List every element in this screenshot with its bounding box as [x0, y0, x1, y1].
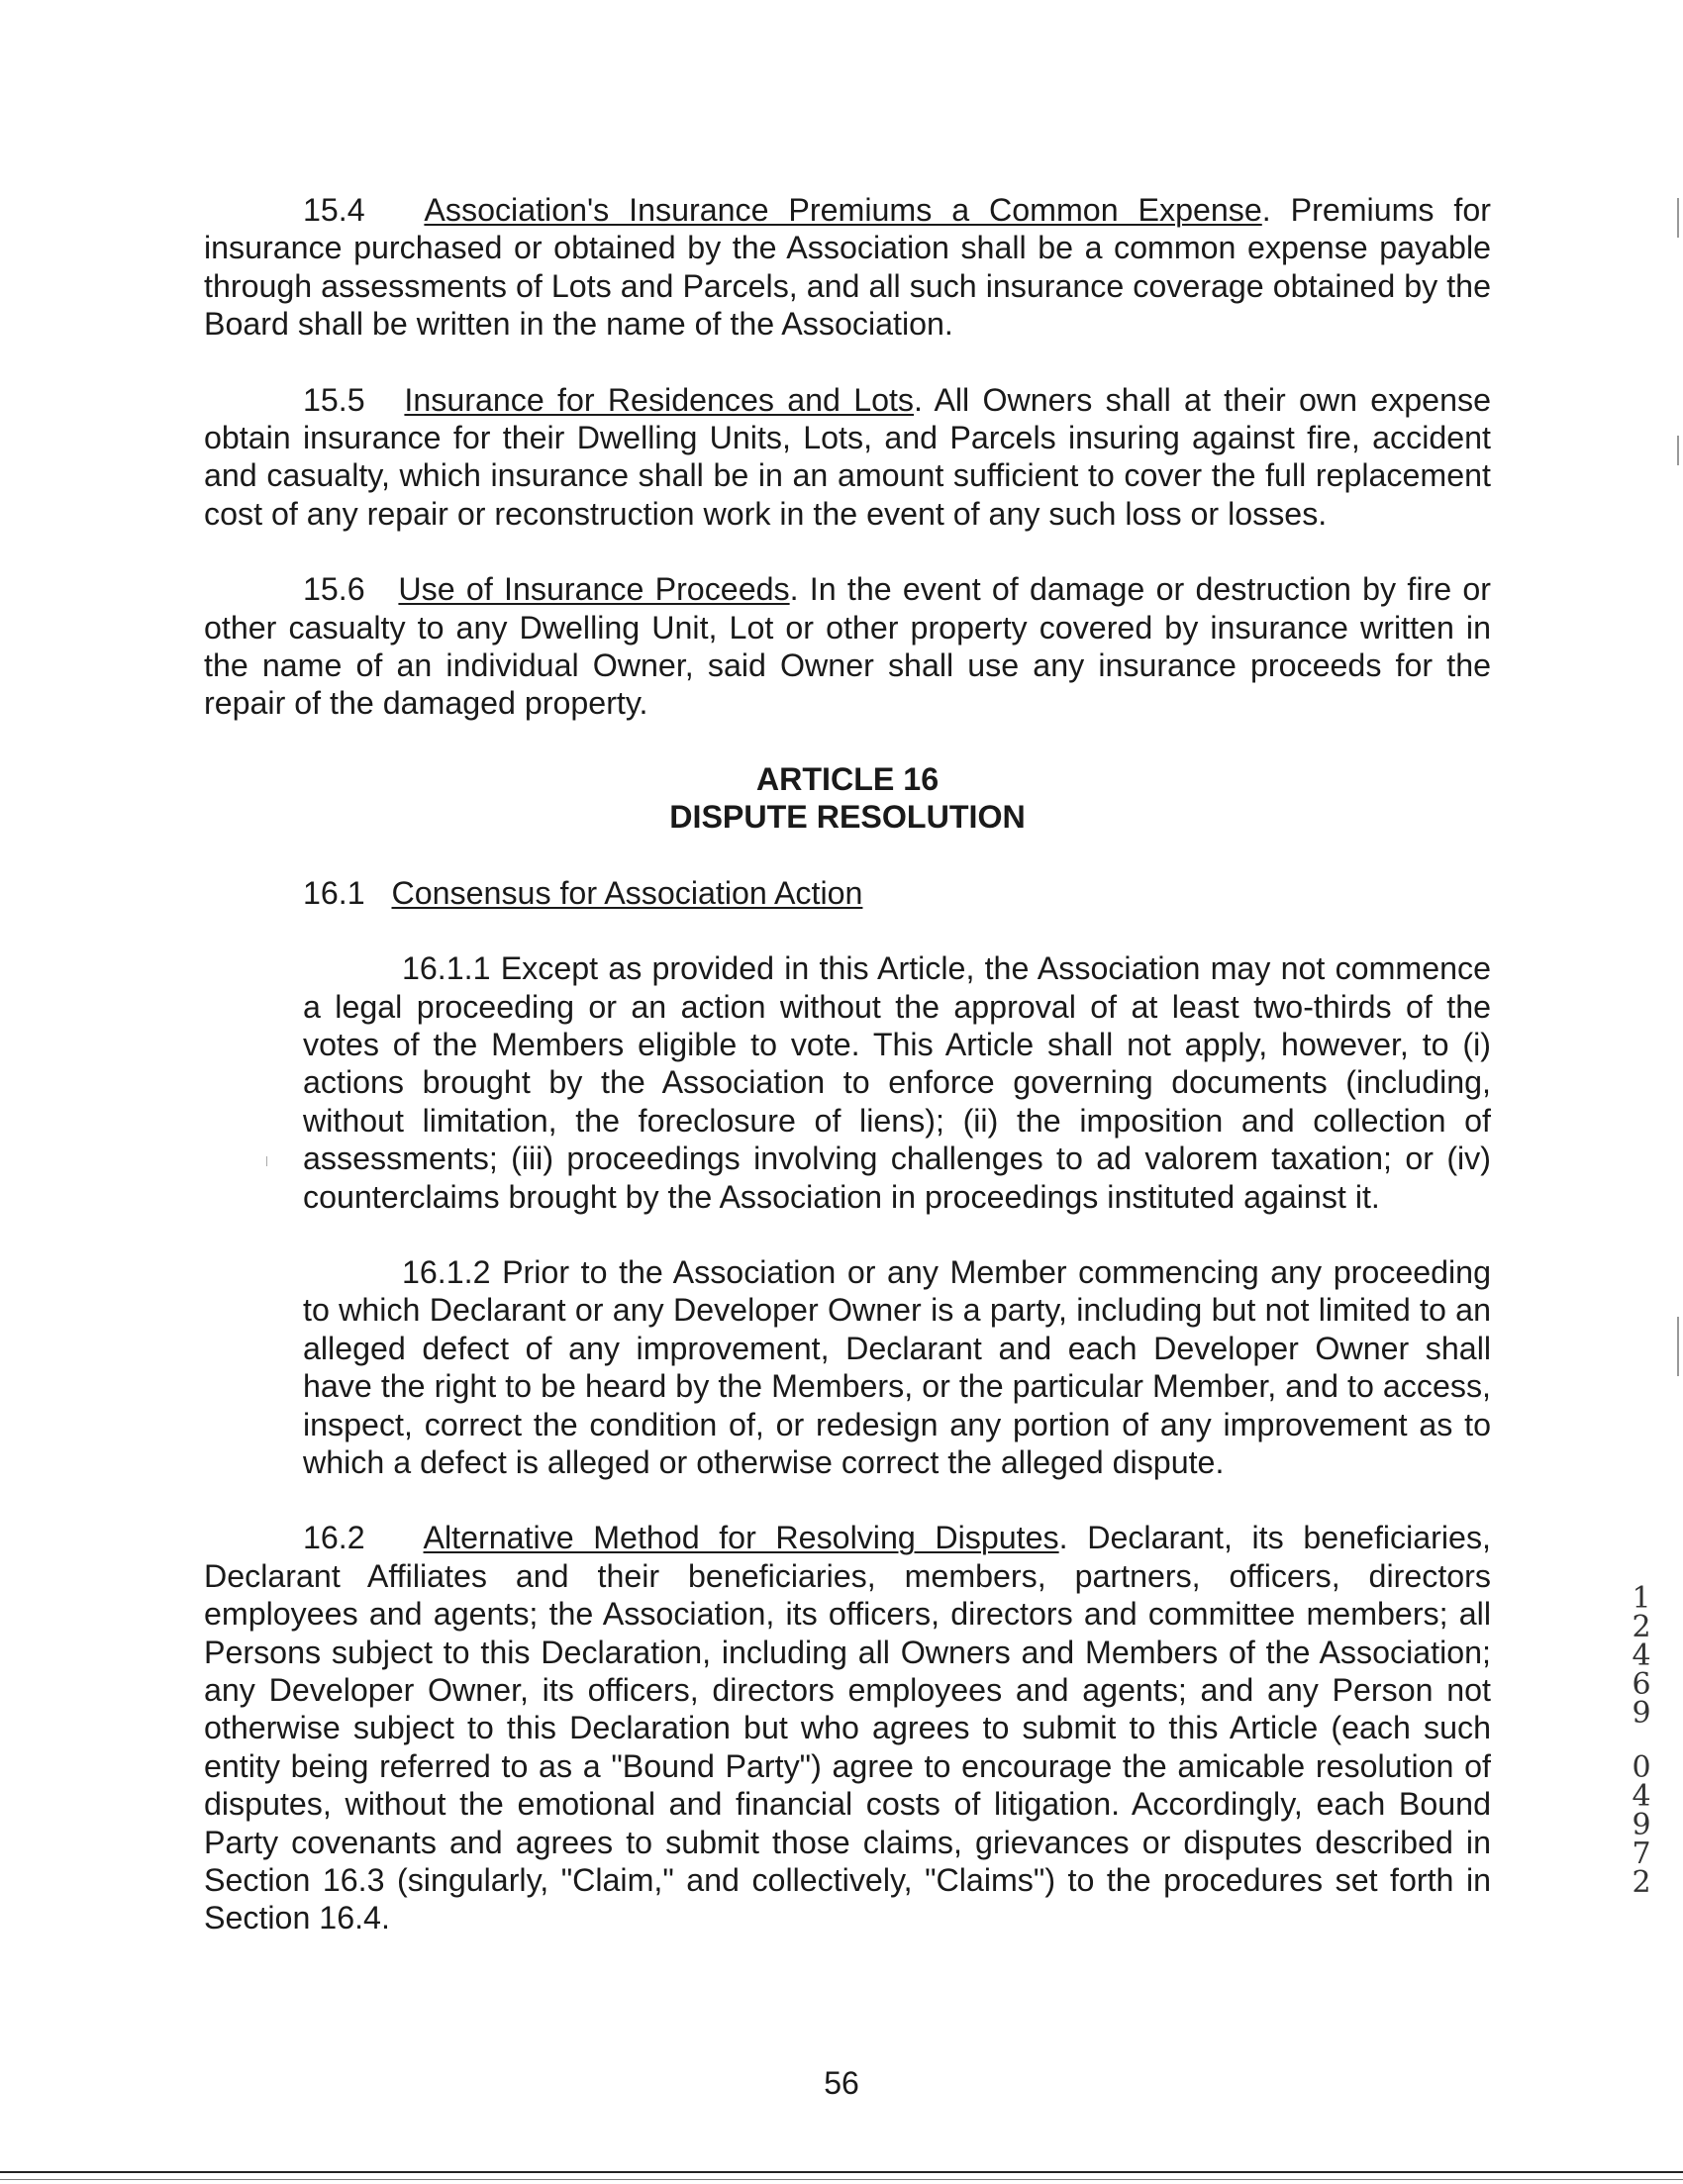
- article-number: ARTICLE 16: [755, 760, 940, 797]
- section-16-2: [204, 1519, 1491, 1936]
- section-body: . All Owners shall at their own expense obtain insurance for their Dwelling Units, Lots, and Parcels insuring against fire, accident and casualty, which insurance shall be in an amount sufficient to cover the full replacement cost of any repair or reconstruction work in the event of any such loss or losses.: [204, 381, 1491, 532]
- section-number: 16.2: [303, 1520, 365, 1556]
- section-number: 15.6: [303, 571, 365, 608]
- recording-stamp: [1627, 1581, 1656, 1900]
- stamp-digit: 2: [1632, 1610, 1651, 1644]
- bottom-rule: [0, 2171, 1683, 2173]
- stamp-digit: 4: [1632, 1779, 1651, 1814]
- section-15-6: [204, 570, 1491, 723]
- scan-edge-mark: [1677, 198, 1679, 238]
- stamp-digit: 9: [1632, 1808, 1651, 1842]
- section-title: Insurance for Residences and Lots: [404, 381, 915, 418]
- section-title: Use of Insurance Proceeds: [398, 571, 790, 608]
- scan-edge-mark: [1677, 436, 1679, 465]
- scan-speck: [266, 1156, 267, 1166]
- section-body: . In the event of damage or destruction by fire or other casualty to any Dwelling Unit, Lot or other property covered by insurance written in the name of an individual Owner, said Owner shall use any insurance proceeds for the repair of the damaged property.: [204, 571, 1491, 722]
- section-16-1-2: 16.1.2 Prior to the Association or any Member commencing any proceeding to which Declarant or any Developer Owner is a party, including but not limited to an alleged defect of any improvement, Declarant and each Developer Owner shall have the right to be heard by the Members, or the particular Member, and to access, inspect, correct the condition of, or redesign any portion of any improvement as to which a defect is alleged or otherwise correct the alleged dispute.: [303, 1253, 1491, 1480]
- section-title: Association's Insurance Premiums a Common Expense: [424, 192, 1262, 228]
- section-16-1: [204, 874, 1491, 912]
- bottom-rule-light: [0, 2179, 1683, 2180]
- stamp-digit: 2: [1632, 1865, 1651, 1900]
- section-15-5: [204, 381, 1491, 534]
- page-number: 56: [824, 2065, 859, 2101]
- stamp-digit: 6: [1632, 1667, 1651, 1702]
- document-body: [204, 191, 1491, 1937]
- stamp-digit: 7: [1632, 1837, 1651, 1871]
- section-title: Alternative Method for Resolving Disputes: [423, 1520, 1059, 1556]
- section-number: 15.5: [303, 381, 365, 418]
- section-number: 15.4: [303, 192, 365, 228]
- stamp-digit: 9: [1632, 1696, 1651, 1731]
- article-title: DISPUTE RESOLUTION: [669, 799, 1026, 836]
- stamp-digit: 0: [1632, 1750, 1651, 1785]
- section-body: . Declarant, its beneficiaries, Declarant Affiliates and their beneficiaries, members, partners, officers, directors employees and agents; the Association, its officers, directors and committee members; all Persons subject to this Declaration, including all Owners and Members of the Association; any Developer Owner, its officers, directors employees and agents; and any Person not otherwise subject to this Declaration but who agrees to submit to this Article (each such entity being referred to as a "Bound Party") agree to encourage the amicable resolution of disputes, without the emotional and financial costs of litigation. Accordingly, each Bound Party covenants and agrees to submit those claims, grievances or disputes described in Section 16.3 (singularly, "Claim," and collectively, "Claims") to the procedures set forth in Section 16.4.: [204, 1520, 1491, 1936]
- section-16-1-1: 16.1.1 Except as provided in this Article, the Association may not commence a legal proceeding or an action without the approval of at least two-thirds of the votes of the Members eligible to vote. This Article shall not apply, however, to (i) actions brought by the Association to enforce governing documents (including, without limitation, the foreclosure of liens); (ii) the imposition and collection of assessments; (iii) proceedings involving challenges to ad valorem taxation; or (iv) counterclaims brought by the Association in proceedings instituted against it.: [303, 950, 1491, 1215]
- section-title: Consensus for Association Action: [391, 874, 863, 911]
- stamp-digit: 1: [1632, 1581, 1651, 1616]
- section-number: 16.1: [303, 874, 365, 911]
- section-body: . Premiums for insurance purchased or obtained by the Association shall be a common expense payable through assessments of Lots and Parcels, and all such insurance coverage obtained by the Board shall be written in the name of the Association.: [204, 192, 1491, 343]
- section-15-4: [204, 191, 1491, 344]
- scan-edge-mark: [1677, 1317, 1679, 1376]
- article-heading: [204, 760, 1491, 837]
- stamp-digit: 4: [1632, 1638, 1651, 1673]
